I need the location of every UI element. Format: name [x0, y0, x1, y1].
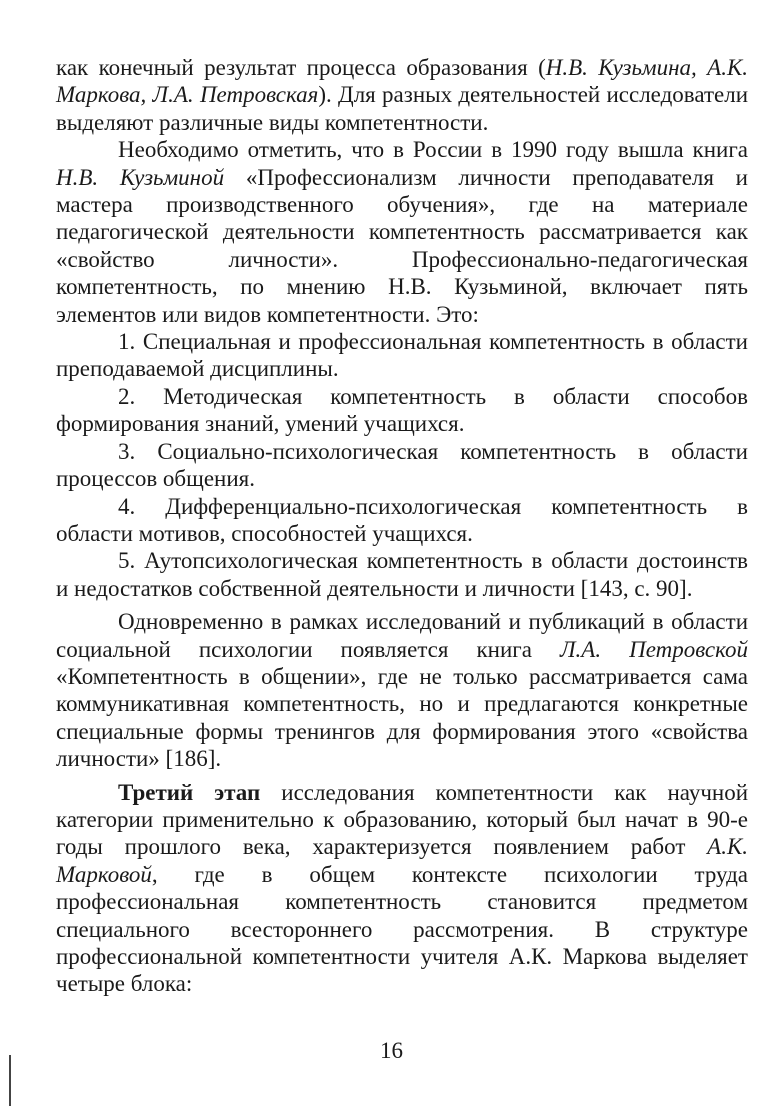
text-run: , где в общем контексте психологии труда профессиональная компетентность становится предметом специального всестороннего рассмотрения. В структуре профессиональной компетентности учителя А.К. Маркова выделяет четыре блока: [56, 861, 748, 997]
paragraph-4 [56, 779, 748, 998]
page-number: 16 [380, 1038, 403, 1063]
scan-edge-mark [9, 1055, 11, 1106]
bold-text: Третий этап [118, 779, 261, 805]
text-run: 3. Социально-психологическая компетентность в области процессов общения. [56, 438, 748, 492]
text-run: «Профессионализм личности преподавателя и мастера производственного обучения», где на материале педагогической деятельности компетентность рассматривается как «свойство личности». Профессионально-педагогическая компетентность, по мнению Н.В. Кузьминой, включает пять элементов или видов компетентности. Это: [56, 164, 748, 327]
text-run: 4. Дифференциально-психологическая компетентность в области мотивов, способностей учащихся. [56, 493, 748, 546]
paragraph-2 [56, 136, 748, 328]
list-item-5 [56, 547, 748, 602]
text-run: Необходимо отметить, что в России в 1990 году вышла книга [118, 137, 748, 163]
text-run: исследования компетентности как научной категории применительно к образованию, который был начат в 90-е годы прошлого века, характеризуется появлением работ [56, 779, 748, 860]
italic-text: А.К. Марковой [56, 834, 748, 887]
italic-text: Н.В. Кузьминой [56, 164, 225, 190]
list-item-3 [56, 438, 748, 493]
list-item-4 [56, 493, 748, 548]
italic-text: Н.В. Кузьмина, А.К. Маркова, Л.А. Петровская [56, 55, 748, 108]
text-run: «Компетентность в общении», где не только рассматривается сама коммуникативная компетентность, но и предлагаются конкретные специальные формы тренингов для формирования этого «свойства личности» [186]. [56, 663, 748, 772]
text-run: 1. Специальная и профессиональная компетентность в области преподаваемой дисциплины. [56, 329, 748, 382]
text-run: ). Для разных деятельностей исследователи выделяют различные виды компетентности. [56, 82, 748, 135]
italic-text: Л.А. Петровской [559, 636, 748, 662]
list-item-1 [56, 328, 748, 383]
page-body [56, 54, 748, 998]
text-run: 5. Аутопсихологическая компетентность в области достоинств и недостатков собственной деятельности и личности [143, с. 90]. [56, 548, 748, 601]
text-run: Одновременно в рамках исследований и публикаций в области социальной психологии появляется книга [56, 609, 748, 662]
text-run: как конечный результат процесса образования ( [56, 55, 546, 80]
list-item-2 [56, 383, 748, 438]
paragraph-3 [56, 608, 748, 772]
paragraph-1 [56, 54, 748, 136]
text-run: 2. Методическая компетентность в области способов формирования знаний, умений учащихся. [56, 383, 748, 437]
